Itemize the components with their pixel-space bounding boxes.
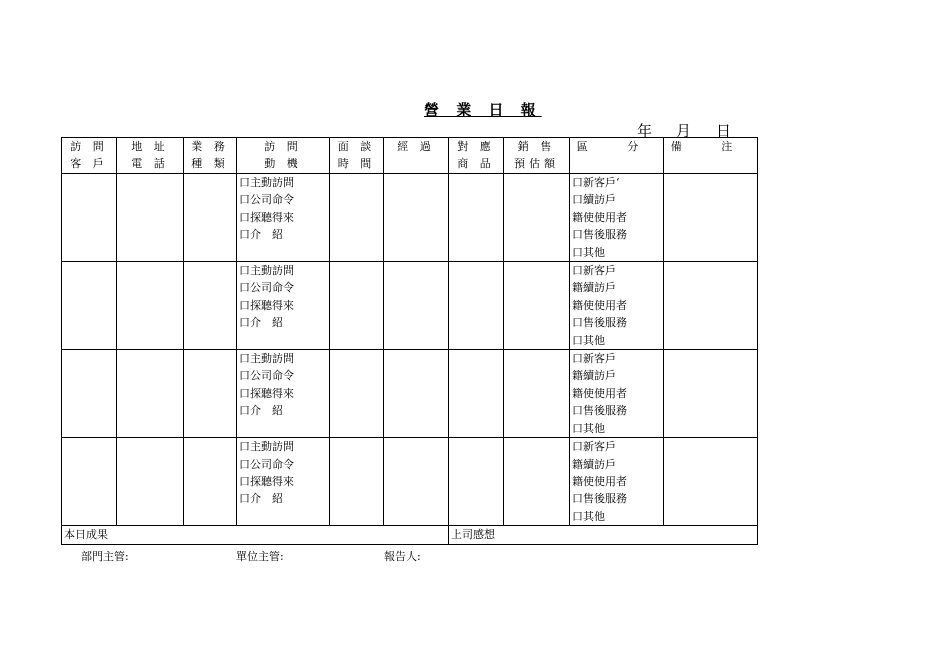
category-cell — [570, 350, 664, 438]
category-option[interactable]: 口售後服務 — [572, 404, 627, 418]
entry-row — [62, 438, 758, 526]
supervisor-comment-label: 上司感想 — [451, 528, 495, 542]
category-option[interactable]: 口新客戶‘ — [572, 176, 620, 189]
reporter-signature-label: 報告人: — [384, 550, 421, 563]
header-sales-estimate: 銷 售 預估額 — [504, 138, 570, 174]
entry-row — [62, 262, 758, 350]
visit-motive-cell — [237, 174, 330, 262]
address-phone-cell[interactable] — [117, 438, 184, 526]
daily-result-label: 本日成果 — [64, 528, 108, 542]
category-option[interactable]: 口售後服務 — [572, 228, 627, 242]
process-cell[interactable] — [384, 438, 449, 526]
category-cell — [570, 262, 664, 350]
remarks-cell[interactable] — [664, 350, 758, 438]
page-title: 營 業 日 報 — [424, 101, 542, 119]
sales-estimate-cell[interactable] — [504, 262, 570, 350]
process-cell[interactable] — [384, 262, 449, 350]
date-year-label: 年 — [637, 122, 653, 140]
supervisor-comment-cell[interactable] — [449, 526, 758, 544]
motive-option[interactable]: 口公司命令 — [239, 369, 294, 383]
category-cell — [570, 438, 664, 526]
motive-option[interactable]: 口介 紹 — [239, 404, 283, 418]
business-type-cell[interactable] — [184, 262, 237, 350]
category-option[interactable]: 口其他 — [572, 245, 605, 259]
product-cell[interactable] — [449, 174, 504, 262]
daily-report-table — [61, 137, 758, 545]
sales-estimate-cell[interactable] — [504, 438, 570, 526]
motive-option[interactable]: 口主動訪問 — [239, 440, 294, 454]
header-address-phone: 地 址 電 話 — [117, 138, 184, 174]
visit-motive-cell — [237, 262, 330, 350]
process-cell[interactable] — [384, 174, 449, 262]
address-phone-cell[interactable] — [117, 262, 184, 350]
motive-option[interactable]: 口主動訪問 — [239, 264, 294, 278]
motive-option[interactable]: 口公司命令 — [239, 457, 294, 471]
category-option[interactable]: 籍續訪戶 — [572, 281, 616, 295]
motive-option[interactable]: 口主動訪問 — [239, 176, 294, 189]
header-product: 對 應 商 品 — [449, 138, 504, 174]
address-phone-cell[interactable] — [117, 174, 184, 262]
product-cell[interactable] — [449, 438, 504, 526]
remarks-cell[interactable] — [664, 174, 758, 262]
meeting-time-cell[interactable] — [330, 438, 384, 526]
category-option[interactable]: 籍使使用者 — [572, 474, 627, 488]
header-row — [62, 138, 758, 174]
product-cell[interactable] — [449, 350, 504, 438]
category-option[interactable]: 口其他 — [572, 333, 605, 347]
entry-row — [62, 174, 758, 262]
remarks-cell[interactable] — [664, 438, 758, 526]
category-option[interactable]: 口續訪戶 — [572, 193, 616, 207]
motive-option[interactable]: 口探聽得來 — [239, 210, 294, 224]
category-option[interactable]: 口新客戶 — [572, 352, 616, 366]
footer-row — [62, 526, 758, 544]
motive-option[interactable]: 口介 紹 — [239, 316, 283, 330]
header-business-type: 業 務 種 類 — [184, 138, 237, 174]
daily-result-cell[interactable] — [62, 526, 449, 544]
sales-estimate-cell[interactable] — [504, 350, 570, 438]
process-cell[interactable] — [384, 350, 449, 438]
header-visit-motive: 訪 問 動 機 — [237, 138, 330, 174]
motive-option[interactable]: 口公司命令 — [239, 193, 294, 207]
category-option[interactable]: 籍使使用者 — [572, 210, 627, 224]
category-option[interactable]: 籍使使用者 — [572, 298, 627, 312]
category-option[interactable]: 口其他 — [572, 421, 605, 435]
motive-option[interactable]: 口介 紹 — [239, 228, 283, 242]
category-option[interactable]: 籍續訪戶 — [572, 369, 616, 383]
business-type-cell[interactable] — [184, 174, 237, 262]
visit-customer-cell[interactable] — [62, 262, 117, 350]
meeting-time-cell[interactable] — [330, 174, 384, 262]
visit-customer-cell[interactable] — [62, 174, 117, 262]
sales-estimate-cell[interactable] — [504, 174, 570, 262]
header-remarks: 備 注 — [664, 138, 758, 174]
visit-motive-cell — [237, 438, 330, 526]
motive-option[interactable]: 口介 紹 — [239, 492, 283, 506]
entry-row — [62, 350, 758, 438]
motive-option[interactable]: 口公司命令 — [239, 281, 294, 295]
category-option[interactable]: 口售後服務 — [572, 492, 627, 506]
category-option[interactable]: 口新客戶 — [572, 264, 616, 278]
date-month-label: 月 — [676, 122, 692, 140]
category-option[interactable]: 籍使使用者 — [572, 386, 627, 400]
date-day-label: 日 — [716, 122, 732, 140]
category-option[interactable]: 口其他 — [572, 509, 605, 523]
business-type-cell[interactable] — [184, 350, 237, 438]
visit-customer-cell[interactable] — [62, 438, 117, 526]
header-category: 區 分 — [570, 138, 664, 174]
category-option[interactable]: 口新客戶 — [572, 440, 616, 454]
product-cell[interactable] — [449, 262, 504, 350]
meeting-time-cell[interactable] — [330, 262, 384, 350]
motive-option[interactable]: 口探聽得來 — [239, 298, 294, 312]
header-meeting-time: 面 談 時 間 — [330, 138, 384, 174]
category-option[interactable]: 口售後服務 — [572, 316, 627, 330]
motive-option[interactable]: 口探聽得來 — [239, 474, 294, 488]
dept-head-signature-label: 部門主管: — [81, 550, 129, 563]
header-process: 經 過 — [384, 138, 449, 174]
category-option[interactable]: 籍續訪戶 — [572, 457, 616, 471]
meeting-time-cell[interactable] — [330, 350, 384, 438]
remarks-cell[interactable] — [664, 262, 758, 350]
category-cell — [570, 174, 664, 262]
visit-customer-cell[interactable] — [62, 350, 117, 438]
motive-option[interactable]: 口主動訪問 — [239, 352, 294, 366]
visit-motive-cell — [237, 350, 330, 438]
business-type-cell[interactable] — [184, 438, 237, 526]
motive-option[interactable]: 口探聽得來 — [239, 386, 294, 400]
unit-head-signature-label: 單位主管: — [236, 550, 284, 563]
address-phone-cell[interactable] — [117, 350, 184, 438]
header-visit-customer: 訪 問 客 戶 — [62, 138, 117, 174]
